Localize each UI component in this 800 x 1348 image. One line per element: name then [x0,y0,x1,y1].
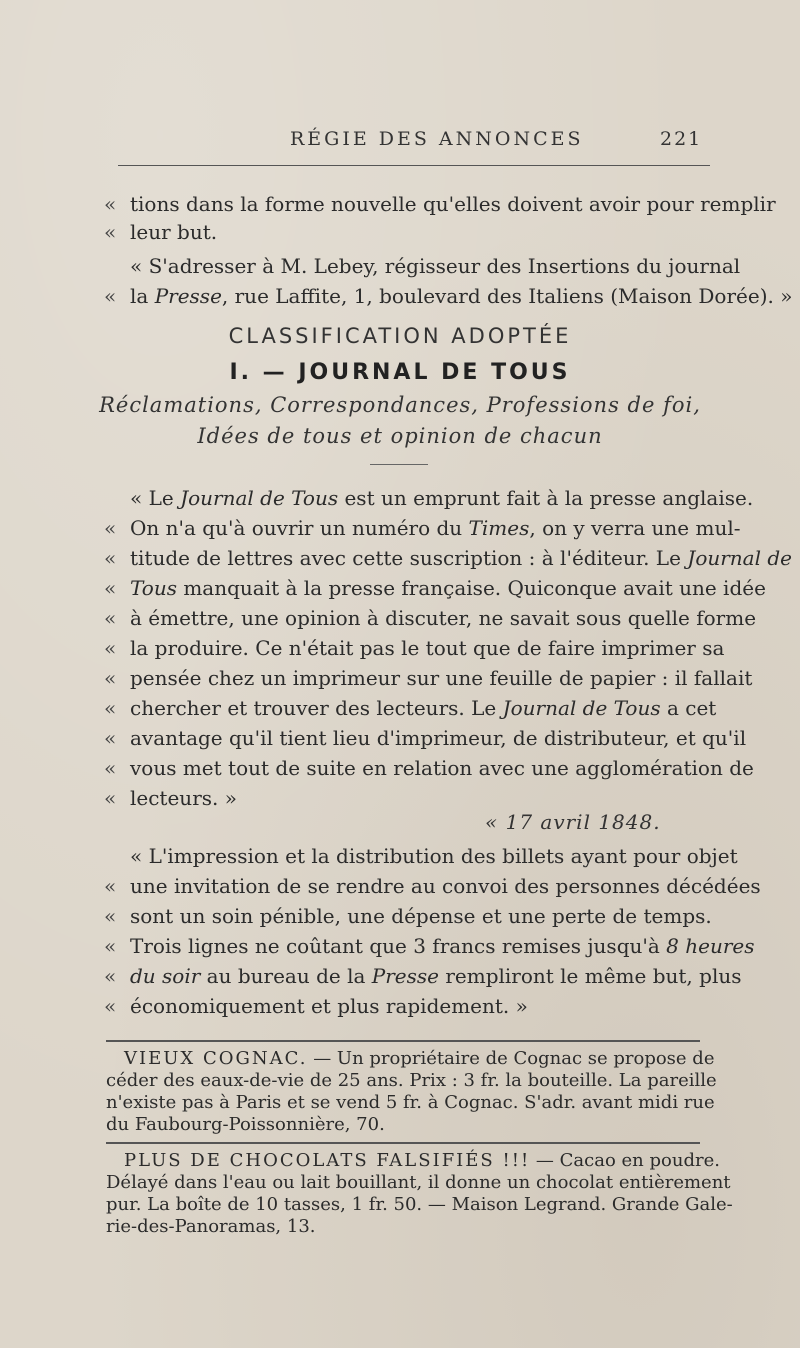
header-rule [118,165,710,166]
guillemet: « [104,874,117,898]
quote2-line-4: Trois lignes ne coûtant que 3 francs remises jusqu'à 8 heures [130,934,755,958]
section-subtitle-2: Idées de tous et opinion de chacun [197,424,603,448]
ad-rule-cognac [106,1040,700,1042]
guillemet: « [104,220,117,244]
ad-chocolat-line-4: rie-des-Panoramas, 13. [106,1216,316,1237]
guillemet: « [104,666,117,690]
guillemet: « [104,696,117,720]
address-line-2: la Presse, rue Laffite, 1, boulevard des Italiens (Maison Dorée). » [130,284,793,308]
quote2-line-6: économiquement et plus rapidement. » [130,994,528,1018]
quote2-line-2: une invitation de se rendre au convoi des personnes décédées [130,874,761,898]
quote1-line-2: On n'a qu'à ouvrir un numéro du Times, on y verra une mul- [130,516,741,540]
quote1-line-1: « Le Journal de Tous est un emprunt fait à la presse anglaise. [130,486,754,510]
ad-cognac-line-3: n'existe pas à Paris et se vend 5 fr. à Cognac. S'adr. avant midi rue [106,1092,715,1113]
ad-chocolat-line-3: pur. La boîte de 10 tasses, 1 fr. 50. — Maison Legrand. Grande Gale- [106,1194,733,1215]
quote2-line-5: du soir au bureau de la Presse rempliront le même but, plus [130,964,742,988]
ad-rule-chocolat [106,1142,700,1144]
classification-heading: CLASSIFICATION ADOPTÉE [228,324,572,348]
ad-chocolat [106,1150,733,1238]
quote1-line-5: à émettre, une opinion à discuter, ne savait sous quelle forme [130,606,757,630]
quote2-line-3: sont un soin pénible, une dépense et une perte de temps. [130,904,712,928]
page-header [0,128,800,158]
guillemet: « [104,546,117,570]
ad-cognac [106,1048,717,1136]
quote1-line-9: avantage qu'il tient lieu d'imprimeur, de distributeur, et qu'il [130,726,747,750]
guillemet: « [104,934,117,958]
section-subtitle-1: Réclamations, Correspondances, Professions de foi, [99,393,701,417]
running-head: RÉGIE DES ANNONCES [290,128,584,150]
ad-chocolat-line-2: Délayé dans l'eau ou lait bouillant, il donne un chocolat entièrement [106,1172,731,1193]
page-number: 221 [660,128,703,150]
address-line-1: « S'adresser à M. Lebey, régisseur des Insertions du journal [130,254,741,278]
guillemet: « [104,636,117,660]
guillemet: « [104,904,117,928]
quote1-date: « 17 avril 1848. [485,810,661,834]
guillemet: « [104,994,117,1018]
ad-chocolat-line-1: PLUS DE CHOCOLATS FALSIFIÉS !!! — Cacao en poudre. [124,1150,720,1171]
guillemet: « [104,756,117,780]
guillemet: « [104,516,117,540]
intro-line-2: leur but. [130,220,218,244]
ad-cognac-line-4: du Faubourg-Poissonnière, 70. [106,1114,385,1135]
quote1-line-11: lecteurs. » [130,786,237,810]
section-rule [370,464,428,465]
guillemet: « [104,192,117,216]
ad-cognac-line-2: céder des eaux-de-vie de 25 ans. Prix : 3 fr. la bouteille. La pareille [106,1070,717,1091]
ad-cognac-line-1: VIEUX COGNAC. — Un propriétaire de Cognac se propose de [124,1048,715,1069]
guillemet: « [104,726,117,750]
guillemet: « [104,606,117,630]
guillemet: « [104,786,117,810]
quote1-line-4: Tous manquait à la presse française. Quiconque avait une idée [130,576,766,600]
quote1-line-3: titude de lettres avec cette suscription : à l'éditeur. Le Journal de [130,546,792,570]
quote2-line-1: « L'impression et la distribution des billets ayant pour objet [130,844,738,868]
guillemet: « [104,964,117,988]
quote1-line-8: chercher et trouver des lecteurs. Le Journal de Tous a cet [130,696,717,720]
quote1-line-6: la produire. Ce n'était pas le tout que de faire imprimer sa [130,636,725,660]
guillemet: « [104,576,117,600]
guillemet: « [104,284,117,308]
quote1-line-10: vous met tout de suite en relation avec une agglomération de [130,756,754,780]
intro-line-1: tions dans la forme nouvelle qu'elles doivent avoir pour remplir [130,192,776,216]
quote1-line-7: pensée chez un imprimeur sur une feuille de papier : il fallait [130,666,753,690]
section-title: I. — JOURNAL DE TOUS [229,360,571,385]
